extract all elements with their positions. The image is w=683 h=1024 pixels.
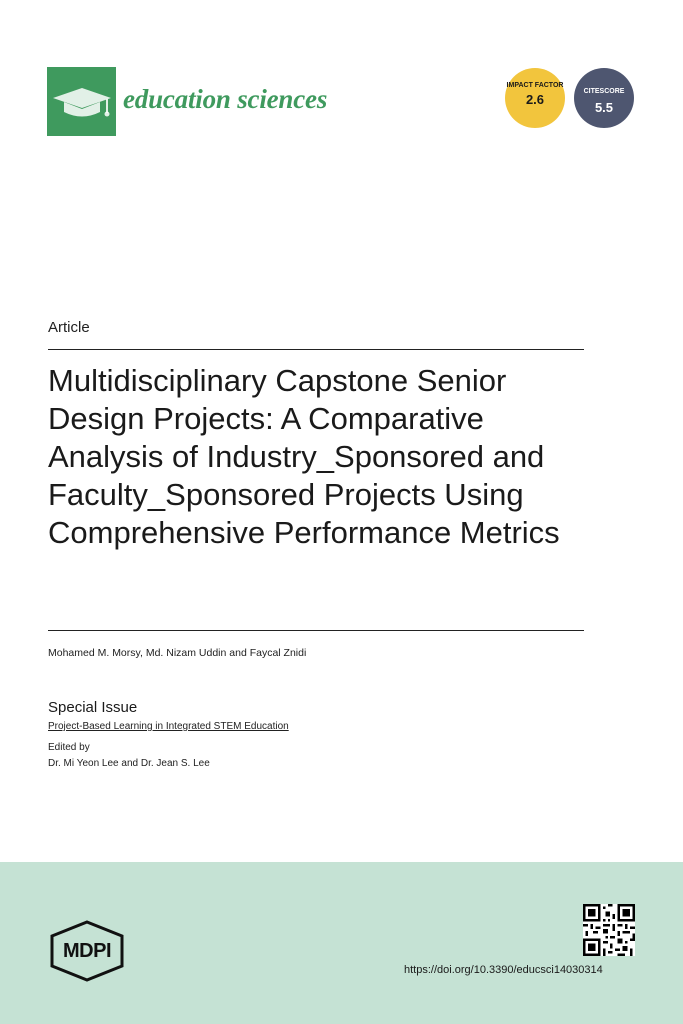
edited-by-label: Edited by [48, 742, 90, 753]
divider-bottom [48, 630, 584, 631]
citescore-label: CITESCORE [583, 88, 625, 95]
divider-top [48, 349, 584, 350]
citescore-badge[interactable] [574, 68, 634, 128]
author-list: Mohamed M. Morsy, Md. Nizam Uddin and Faycal Znidi [48, 647, 307, 659]
impact-factor-value: 2.6 [525, 92, 545, 107]
doi-link[interactable]: https://doi.org/10.3390/educsci14030314 [404, 964, 603, 976]
impact-factor-label: IMPACT FACTOR [506, 82, 564, 89]
editor-list: Dr. Mi Yeon Lee and Dr. Jean S. Lee [48, 758, 210, 769]
publisher-name: MDPI [63, 940, 111, 962]
journal-name[interactable]: education sciences [123, 84, 328, 114]
special-issue-label: Special Issue [48, 699, 138, 716]
citescore-value: 5.5 [594, 100, 614, 115]
journal-logo [47, 67, 116, 136]
impact-factor-badge[interactable] [505, 68, 565, 128]
article-title: Multidisciplinary Capstone Senior Design Projects: A Comparative Analysis of Industry_Sponsored and Faculty_Sponsored Projects Using Comprehensive Performance Metrics [48, 363, 560, 550]
special-issue-link[interactable]: Project-Based Learning in Integrated STEM Education [48, 721, 289, 732]
graduation-cap-icon [47, 67, 116, 136]
article-type: Article [48, 319, 90, 336]
qr-code-icon[interactable] [583, 904, 635, 956]
